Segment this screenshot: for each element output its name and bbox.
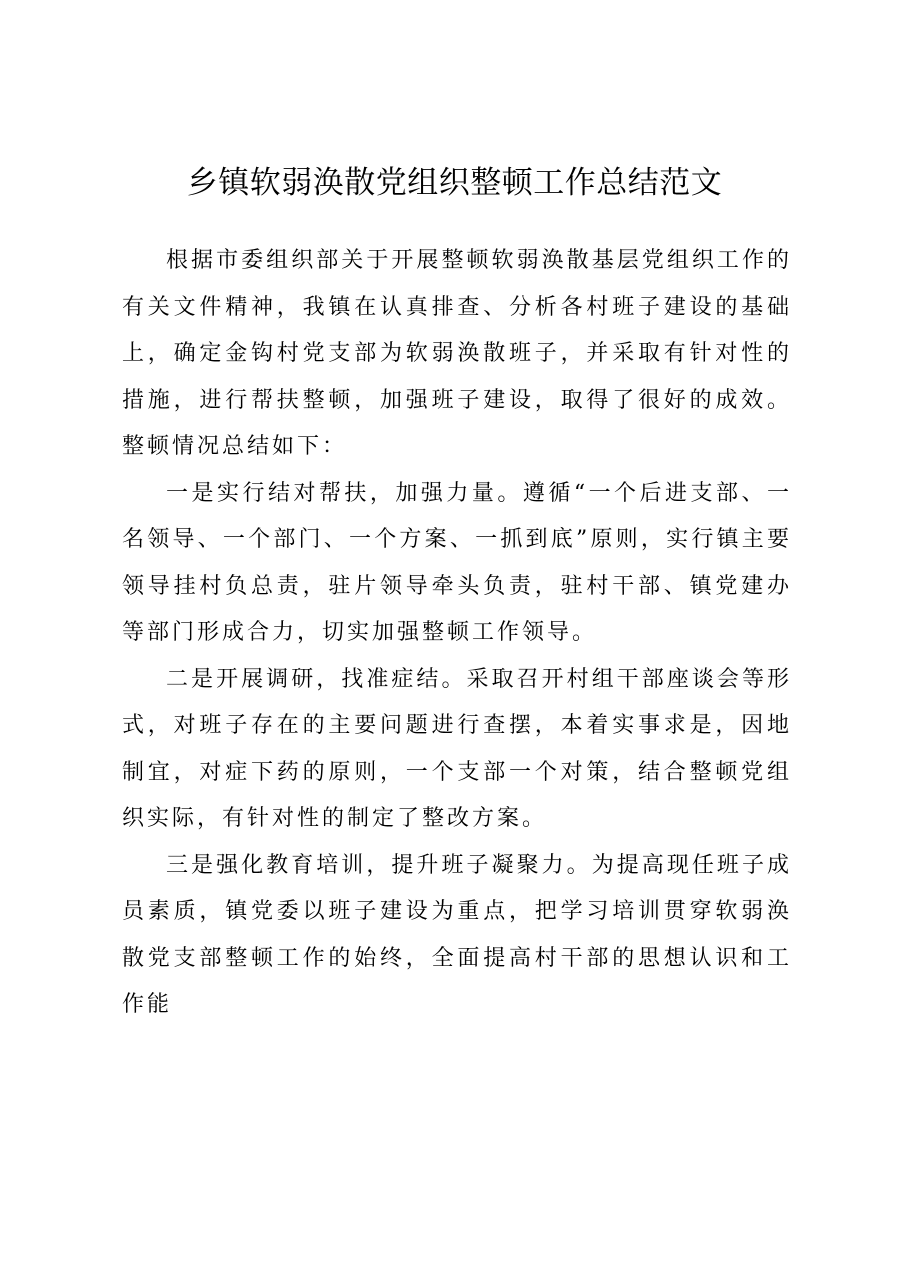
document-body: [122, 238, 792, 1029]
paragraph-point-three: 三是强化教育培训，提升班子凝聚力。为提高现任班子成员素质，镇党委以班子建设为重点，把学习培训贯穿软弱涣散党支部整顿工作的始终，全面提高村干部的思想认识和工作能: [122, 852, 792, 1017]
paragraph-point-two: 二是开展调研，找准症结。采取召开村组干部座谈会等形式，对班子存在的主要问题进行查摆，本着实事求是，因地制宜，对症下药的原则，一个支部一个对策，结合整顿党组织实际，有针对性的制定了整改方案。: [122, 666, 792, 831]
paragraph-intro: 根据市委组织部关于开展整顿软弱涣散基层党组织工作的有关文件精神，我镇在认真排查、分析各村班子建设的基础上，确定金钩村党支部为软弱涣散班子，并采取有针对性的措施，进行帮扶整顿，加强班子建设，取得了很好的成效。整顿情况总结如下：: [122, 248, 792, 459]
paragraph-point-one: 一是实行结对帮扶，加强力量。遵循“一个后进支部、一名领导、一个部门、一个方案、一抓到底”原则，实行镇主要领导挂村负总责，驻片领导牵头负责，驻村干部、镇党建办等部门形成合力，切实加强整顿工作领导。: [122, 480, 792, 645]
document-title: 乡镇软弱涣散党组织整顿工作总结范文: [186, 165, 723, 201]
